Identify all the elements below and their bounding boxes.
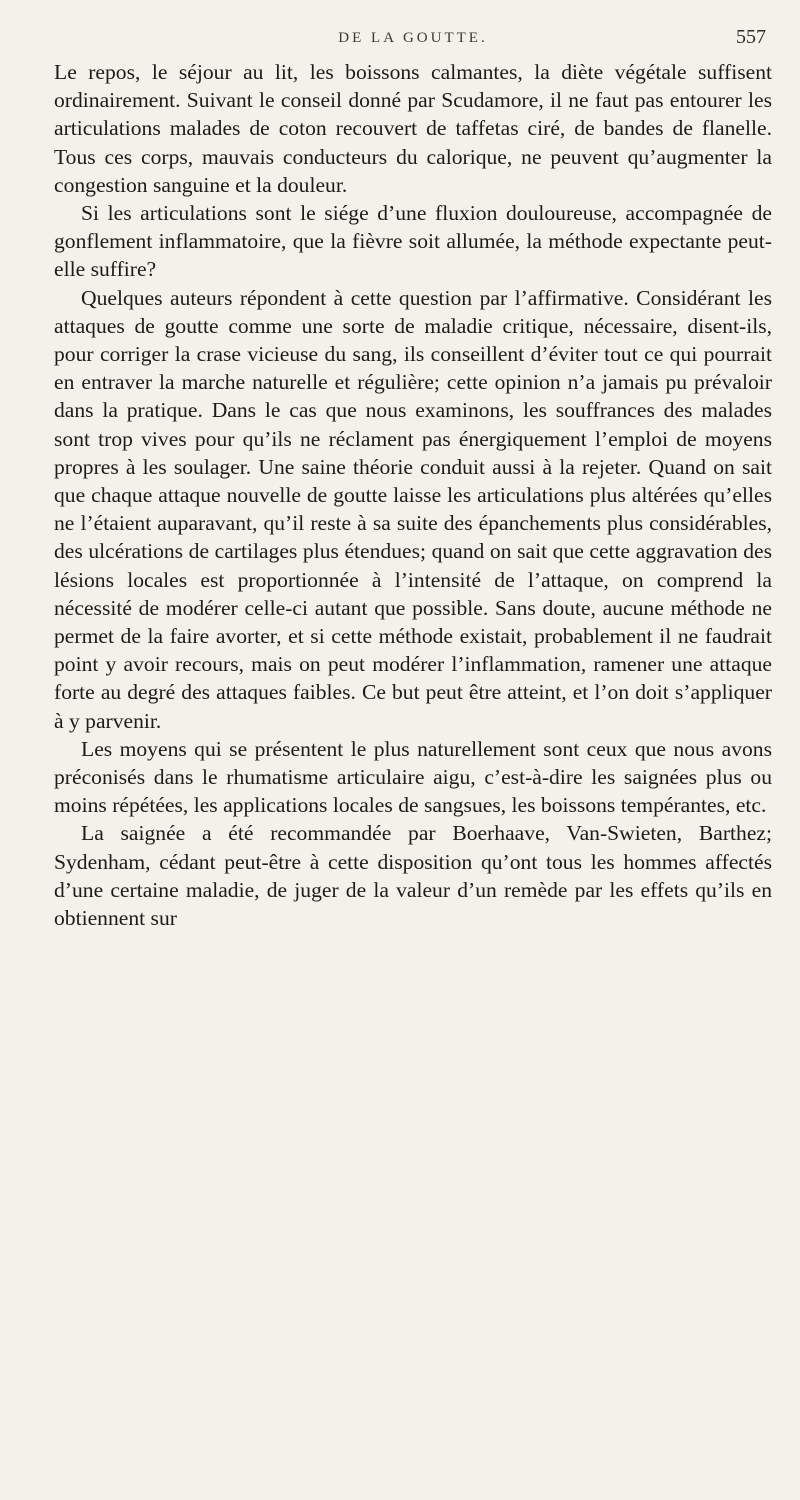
running-title: DE LA GOUTTE. [338,30,488,46]
paragraph: Quelques auteurs répondent à cette question par l’affirmative. Considérant les attaques de goutte comme une sorte de maladie critique, nécessaire, disent-ils, pour corriger la crase vicieuse du sang, ils conseillent d’éviter tout ce qui pourrait en entraver la marche naturelle et régulière; cette opinion n’a jamais pu prévaloir dans la pratique. Dans le cas que nous examinons, les souffrances des malades sont trop vives pour qu’ils ne réclament pas énergiquement l’emploi de moyens propres à les soulager. Une saine théorie conduit aussi à la rejeter. Quand on sait que chaque attaque nouvelle de goutte laisse les articulations plus altérées qu’elles ne l’étaient auparavant, qu’il reste à sa suite des épanchements plus considérables, des ulcérations de cartilages plus étendues; quand on sait que cette aggravation des lésions locales est proportionnée à l’intensité de l’attaque, on comprend la nécessité de modérer celle-ci autant que possible. Sans doute, aucune méthode ne permet de la faire avorter, et si cette méthode existait, probablement il ne faudrait point y avoir recours, mais on peut modérer l’inflammation, ramener une attaque forte au degré des attaques faibles. Ce but peut être atteint, et l’on doit s’appliquer à y parvenir. [54,285,772,733]
paragraph: Si les articulations sont le siége d’une fluxion douloureuse, accompagnée de gonflement inflammatoire, que la fièvre soit allumée, la méthode expectante peut-elle suffire? [54,201,772,282]
body-text [54,58,772,932]
page-number: 557 [736,26,766,48]
paragraph: La saignée a été recommandée par Boerhaave, Van-Swieten, Barthez; Sydenham, cédant peut-être à cette disposition qu’ont tous les hommes affectés d’une certaine maladie, de juger de la valeur d’un remède par les effets qu’ils en obtiennent sur [54,821,772,931]
running-header [54,12,772,48]
paragraph: Le repos, le séjour au lit, les boissons calmantes, la diète végétale suffisent ordinairement. Suivant le conseil donné par Scudamore, il ne faut pas entourer les articulations malades de coton recouvert de taffetas ciré, de bandes de flanelle. Tous ces corps, mauvais conducteurs du calorique, ne peuvent qu’augmenter la congestion sanguine et la douleur. [54,60,772,197]
paragraph: Les moyens qui se présentent le plus naturellement sont ceux que nous avons préconisés dans le rhumatisme articulaire aigu, c’est-à-dire les saignées plus ou moins répétées, les applications locales de sangsues, les boissons tempérantes, etc. [54,736,772,818]
